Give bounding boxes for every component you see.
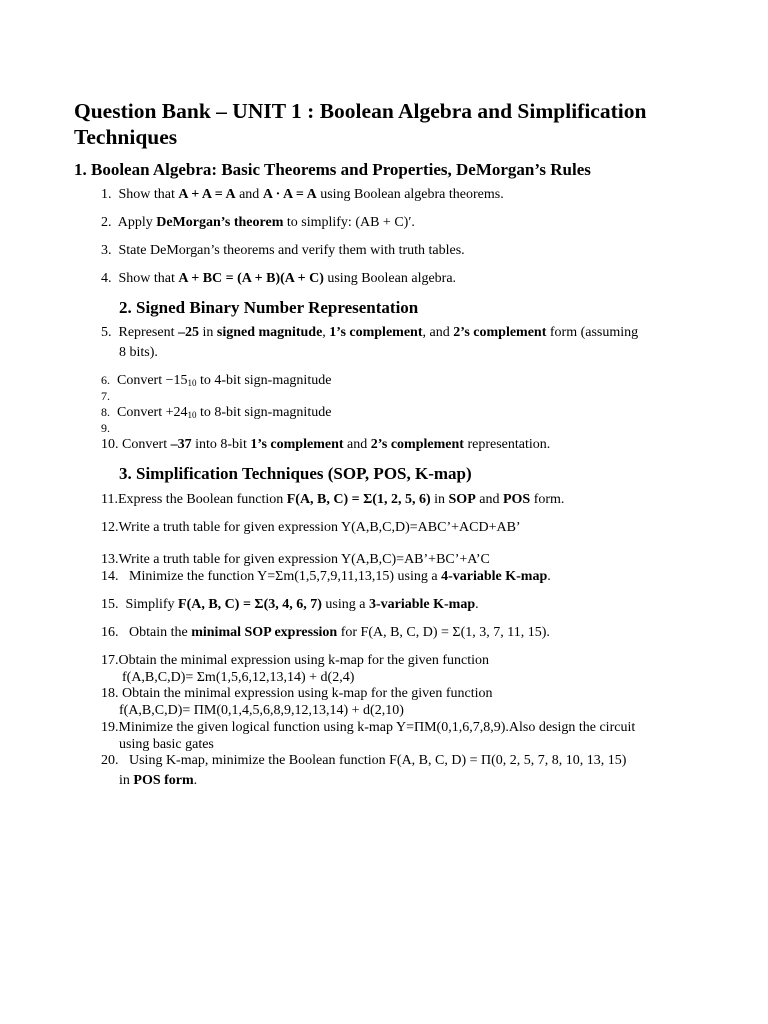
question-emphasis: F(A, B, C) = Σ(3, 4, 6, 7) xyxy=(178,597,322,612)
question-text: to 4-bit sign-magnitude xyxy=(196,373,332,388)
question-text: representation. xyxy=(463,437,551,452)
question-emphasis: A + A = A xyxy=(178,187,236,202)
question-number: 16. xyxy=(101,625,119,640)
question-14 xyxy=(101,568,551,585)
page-title: Question Bank – UNIT 1 : Boolean Algebra and Simplification Techniques xyxy=(74,99,647,149)
question-emphasis: 3-variable K-map xyxy=(368,597,476,612)
question-text: Show that xyxy=(118,187,179,202)
question-text: Obtain the minimal expression using k-map for the given function xyxy=(118,686,493,701)
question-number: 9. xyxy=(101,421,110,435)
question-text: Show that xyxy=(118,271,179,286)
question-20 xyxy=(101,752,626,769)
question-text: , xyxy=(322,325,330,340)
question-text: using Boolean algebra theorems. xyxy=(316,187,504,202)
question-3 xyxy=(101,242,465,259)
section-heading-2: 2. Signed Binary Number Representation xyxy=(119,298,419,317)
question-text: using Boolean algebra. xyxy=(323,271,457,286)
question-text: form (assuming xyxy=(546,325,639,340)
question-number: 14. xyxy=(101,569,119,584)
question-13 xyxy=(101,551,490,568)
question-number: 7. xyxy=(101,389,110,403)
question-9 xyxy=(101,420,110,437)
question-text: to simplify: (AB + C)′. xyxy=(283,215,415,230)
question-text: Convert xyxy=(118,437,171,452)
question-19-continued: using basic gates xyxy=(119,737,214,752)
question-emphasis: 1’s complement xyxy=(329,325,423,340)
question-emphasis: A + BC = (A + B)(A + C) xyxy=(178,271,324,286)
question-15 xyxy=(101,596,479,613)
question-text: Express the Boolean function xyxy=(117,492,287,507)
question-emphasis: 4-variable K-map xyxy=(441,569,548,584)
section-heading-1: 1. Boolean Algebra: Basic Theorems and Properties, DeMorgan’s Rules xyxy=(74,160,591,179)
question-text: Simplify xyxy=(118,597,179,612)
section-heading-3: 3. Simplification Techniques (SOP, POS, K-map) xyxy=(119,464,472,483)
question-emphasis: 1’s complement xyxy=(250,437,344,452)
question-emphasis: POS xyxy=(502,492,531,507)
question-7 xyxy=(101,388,110,405)
question-text: . xyxy=(547,569,551,584)
question-text: Write a truth table for given expression Y(A,B,C)=AB’+BC’+A’C xyxy=(118,552,490,567)
question-text: and xyxy=(343,437,371,452)
question-number: 12. xyxy=(101,520,119,535)
question-4 xyxy=(101,270,456,287)
question-number: 2. xyxy=(101,215,112,230)
question-18-continued: f(A,B,C,D)= ΠM(0,1,4,5,6,8,9,12,13,14) + d(2,10) xyxy=(119,703,404,718)
question-20-continued xyxy=(119,772,197,789)
question-emphasis: –25 xyxy=(177,325,199,340)
question-10 xyxy=(101,436,550,453)
question-text: in xyxy=(198,325,217,340)
question-text: State DeMorgan’s theorems and verify them with truth tables. xyxy=(118,243,465,258)
question-number: 8. xyxy=(101,405,110,419)
question-text: form. xyxy=(530,492,565,507)
question-text: Represent xyxy=(118,325,178,340)
subscript-base: 10 xyxy=(187,378,197,388)
question-6 xyxy=(101,372,331,392)
question-8 xyxy=(101,404,331,424)
question-text: Apply xyxy=(117,215,157,230)
question-emphasis: F(A, B, C) = Σ(1, 2, 5, 6) xyxy=(286,492,431,507)
question-number: 19. xyxy=(101,720,119,735)
question-emphasis: signed magnitude xyxy=(216,325,323,340)
question-17 xyxy=(101,652,489,669)
question-emphasis: 2’s complement xyxy=(370,437,464,452)
question-emphasis: A · A = A xyxy=(262,187,317,202)
question-text: Convert +24 xyxy=(117,405,188,420)
question-text: Obtain the minimal expression using k-map for the given function xyxy=(118,653,490,668)
question-text: . xyxy=(193,773,198,788)
question-text: in xyxy=(430,492,449,507)
question-5 xyxy=(101,324,638,341)
question-text: . xyxy=(475,597,479,612)
question-emphasis: –37 xyxy=(170,437,192,452)
question-text: for F(A, B, C, D) = Σ(1, 3, 7, 11, 15). xyxy=(337,625,550,640)
question-text: Write a truth table for given expression Y(A,B,C,D)=ABC’+ACD+AB’ xyxy=(118,520,521,535)
question-text: Using K-map, minimize the Boolean function F(A, B, C, D) = Π(0, 2, 5, 7, 8, 10, 13, 15) xyxy=(118,753,627,768)
question-number: 6. xyxy=(101,373,110,387)
question-text: Minimize the function Y=Σm(1,5,7,9,11,13,15) using a xyxy=(118,569,442,584)
question-19 xyxy=(101,719,635,736)
question-17-continued: f(A,B,C,D)= Σm(1,5,6,12,13,14) + d(2,4) xyxy=(122,670,355,685)
question-text: and xyxy=(235,187,263,202)
question-number: 15. xyxy=(101,597,119,612)
question-number: 13. xyxy=(101,552,119,567)
question-text: using a xyxy=(321,597,369,612)
question-emphasis: POS form xyxy=(133,773,194,788)
question-1 xyxy=(101,186,504,203)
question-number: 3. xyxy=(101,243,112,258)
question-text: and xyxy=(475,492,503,507)
question-11 xyxy=(101,491,564,508)
question-text: Minimize the given logical function using k-map Y=ΠM(0,1,6,7,8,9).Also design the circuit xyxy=(118,720,636,735)
question-2 xyxy=(101,214,415,231)
question-emphasis: minimal SOP expression xyxy=(191,625,338,640)
question-number: 17. xyxy=(101,653,119,668)
question-number: 4. xyxy=(101,271,112,286)
question-text: into 8-bit xyxy=(191,437,251,452)
question-5-continued: 8 bits). xyxy=(119,345,158,360)
question-number: 10. xyxy=(101,437,119,452)
question-text: Convert −15 xyxy=(117,373,188,388)
question-number: 11. xyxy=(101,492,118,507)
question-number: 1. xyxy=(101,187,112,202)
question-16 xyxy=(101,624,550,641)
question-number: 5. xyxy=(101,325,112,340)
question-18 xyxy=(101,685,493,702)
question-number: 20. xyxy=(101,753,119,768)
question-12 xyxy=(101,519,521,536)
question-text: in xyxy=(119,773,134,788)
question-text: Obtain the xyxy=(118,625,192,640)
question-emphasis: DeMorgan’s theorem xyxy=(156,215,284,230)
question-number: 18. xyxy=(101,686,119,701)
question-emphasis: 2’s complement xyxy=(453,325,547,340)
question-emphasis: SOP xyxy=(448,492,476,507)
subscript-base: 10 xyxy=(187,410,197,420)
question-text: to 8-bit sign-magnitude xyxy=(196,405,332,420)
question-text: , and xyxy=(422,325,454,340)
